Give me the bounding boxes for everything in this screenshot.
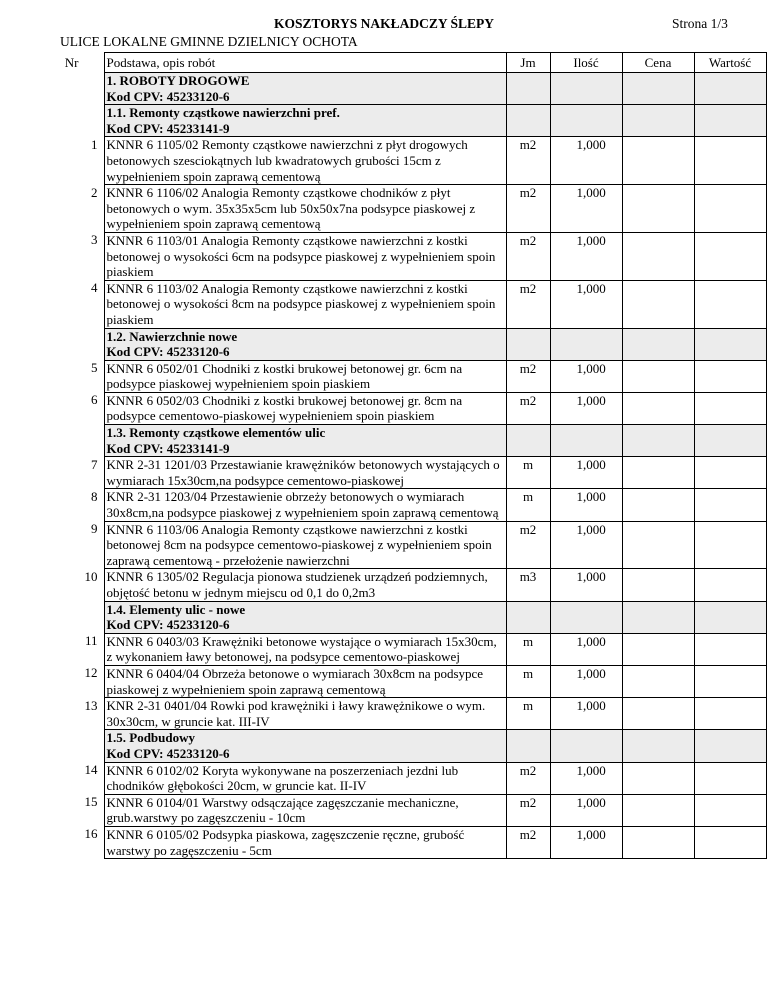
row-number	[71, 730, 101, 762]
row-price	[622, 698, 694, 730]
row-description: KNNR 6 1103/02 Analogia Remonty cząstkowe nawierzchni z kostki betonowej o wysokości 8cm na podsypce piaskowej z wypełnieniem spoin piaskiem	[104, 280, 506, 328]
row-quantity	[550, 425, 622, 457]
row-description: KNNR 6 0102/02 Koryta wykonywane na poszerzeniach jezdni lub chodników głębokości 20cm, w gruncie kat. II-IV	[104, 762, 506, 794]
section-header-row	[74, 601, 766, 633]
row-quantity: 1,000	[550, 457, 622, 489]
row-price	[622, 232, 694, 280]
table-row	[74, 280, 766, 328]
row-description: KNR 2-31 1201/03 Przestawianie krawężników betonowych wystających o wymiarach 15x30cm,na podsypce cementowo-piaskowej	[104, 457, 506, 489]
row-price	[622, 457, 694, 489]
row-description: 1.1. Remonty cząstkowe nawierzchni pref. Kod CPV: 45233141-9	[104, 105, 506, 137]
column-header-quantity: Ilość	[550, 53, 622, 73]
column-header-description: Podstawa, opis robót	[104, 53, 506, 73]
row-value	[694, 105, 766, 137]
row-description: KNNR 6 0502/03 Chodniki z kostki brukowej betonowej gr. 8cm na podsypce cementowo-piaskowej wypełnieniem spoin piaskiem	[104, 392, 506, 424]
row-number: 2	[91, 184, 98, 200]
row-number: 13	[84, 697, 98, 713]
row-value	[694, 328, 766, 360]
row-price	[622, 521, 694, 569]
row-description: KNNR 6 1106/02 Analogia Remonty cząstkowe chodników z płyt betonowych o wym. 35x35x5cm lub 50x50x7na podsypce piaskowej z wypełnieniem spoin zaprawą cementową	[104, 185, 506, 233]
row-description: KNNR 6 0403/03 Krawężniki betonowe wystające o wymiarach 15x30cm, z wykonaniem ławy betonowej, na podsypce cementowo-piaskowej	[104, 633, 506, 665]
table-row	[74, 794, 766, 826]
row-value	[694, 73, 766, 105]
row-unit: m	[506, 633, 550, 665]
row-unit	[506, 730, 550, 762]
row-price	[622, 105, 694, 137]
row-number: 9	[91, 521, 98, 537]
row-value	[694, 601, 766, 633]
row-description: 1.3. Remonty cząstkowe elementów ulic Kod CPV: 45233141-9	[104, 425, 506, 457]
section-header-row	[74, 425, 766, 457]
row-description: 1.4. Elementy ulic - nowe Kod CPV: 45233120-6	[104, 601, 506, 633]
row-quantity: 1,000	[550, 137, 622, 185]
row-unit: m2	[506, 794, 550, 826]
row-quantity	[550, 730, 622, 762]
row-quantity: 1,000	[550, 521, 622, 569]
row-number	[71, 105, 101, 137]
row-quantity	[550, 328, 622, 360]
row-price	[622, 730, 694, 762]
table-row	[74, 232, 766, 280]
row-price	[622, 601, 694, 633]
row-value	[694, 633, 766, 665]
row-unit: m	[506, 489, 550, 521]
table-header-row	[74, 53, 766, 73]
column-header-price: Cena	[622, 53, 694, 73]
row-price	[622, 665, 694, 697]
row-price	[622, 826, 694, 858]
row-price	[622, 569, 694, 601]
row-unit: m2	[506, 392, 550, 424]
row-quantity	[550, 73, 622, 105]
row-number: 8	[91, 488, 98, 504]
row-value	[694, 489, 766, 521]
row-price	[622, 392, 694, 424]
row-unit: m2	[506, 232, 550, 280]
row-value	[694, 137, 766, 185]
row-value	[694, 569, 766, 601]
row-value	[694, 185, 766, 233]
row-value	[694, 826, 766, 858]
section-header-row	[74, 328, 766, 360]
row-quantity: 1,000	[550, 826, 622, 858]
row-number	[71, 425, 101, 457]
row-quantity: 1,000	[550, 280, 622, 328]
row-value	[694, 730, 766, 762]
row-value	[694, 360, 766, 392]
row-number: 10	[84, 568, 98, 584]
row-description: KNNR 6 0105/02 Podsypka piaskowa, zagęszczenie ręczne, grubość warstwy po zagęszczeniu - 5cm	[104, 826, 506, 858]
row-description: KNNR 6 0404/04 Obrzeża betonowe o wymiarach 30x8cm na podsypce piaskowej z wypełnieniem spoin zaprawą cementową	[104, 665, 506, 697]
row-unit: m2	[506, 185, 550, 233]
row-description: KNNR 6 1305/02 Regulacja pionowa studzienek urządzeń podziemnych, objętość betonu w jednym miejscu od 0,1 do 0,2m3	[104, 569, 506, 601]
row-unit	[506, 328, 550, 360]
table-row	[74, 521, 766, 569]
table-row	[74, 457, 766, 489]
row-unit	[506, 425, 550, 457]
table-row	[74, 137, 766, 185]
row-description: KNNR 6 1103/01 Analogia Remonty cząstkowe nawierzchni z kostki betonowej o wysokości 6cm na podsypce piaskowej z wypełnieniem spoin piaskiem	[104, 232, 506, 280]
table-row	[74, 392, 766, 424]
row-quantity: 1,000	[550, 633, 622, 665]
table-row	[74, 762, 766, 794]
row-unit: m2	[506, 280, 550, 328]
row-unit	[506, 601, 550, 633]
row-unit: m	[506, 457, 550, 489]
row-description: KNR 2-31 0401/04 Rowki pod krawężniki i ławy krawężnikowe o wym. 30x30cm, w gruncie kat. III-IV	[104, 698, 506, 730]
row-value	[694, 392, 766, 424]
row-number: 1	[91, 136, 98, 152]
table-row	[74, 489, 766, 521]
row-number: 4	[91, 280, 98, 296]
row-number: 16	[84, 826, 98, 842]
row-quantity: 1,000	[550, 665, 622, 697]
row-price	[622, 633, 694, 665]
section-header-row	[74, 730, 766, 762]
row-value	[694, 280, 766, 328]
row-description: KNNR 6 1105/02 Remonty cząstkowe nawierzchni z płyt drogowych betonowych szesciokątnych lub kwadratowych grubości 15cm z wypełnieniem spoin zaprawą cementową	[104, 137, 506, 185]
row-unit: m	[506, 665, 550, 697]
row-price	[622, 762, 694, 794]
column-header-unit: Jm	[506, 53, 550, 73]
table-row	[74, 665, 766, 697]
row-description: KNNR 6 0104/01 Warstwy odsączające zagęszczanie mechaniczne, grub.warstwy po zagęszczeniu - 10cm	[104, 794, 506, 826]
row-value	[694, 665, 766, 697]
row-unit: m2	[506, 137, 550, 185]
row-unit: m2	[506, 521, 550, 569]
row-description: KNR 2-31 1203/04 Przestawienie obrzeży betonowych o wymiarach 30x8cm,na podsypce piaskowej z wypełnieniem spoin zaprawą cementową	[104, 489, 506, 521]
row-unit	[506, 73, 550, 105]
row-value	[694, 425, 766, 457]
column-header-nr: Nr	[64, 54, 79, 70]
row-description: 1.5. Podbudowy Kod CPV: 45233120-6	[104, 730, 506, 762]
row-number	[71, 328, 101, 360]
row-description: 1. ROBOTY DROGOWE Kod CPV: 45233120-6	[104, 73, 506, 105]
row-unit: m3	[506, 569, 550, 601]
row-quantity	[550, 105, 622, 137]
table-row	[74, 698, 766, 730]
row-price	[622, 137, 694, 185]
cost-estimate-table	[64, 52, 767, 859]
row-description: KNNR 6 1103/06 Analogia Remonty cząstkowe nawierzchni z kostki betonowej 8cm na podsypce cementowo-piaskowej z wypełnieniem spoin zaprawą cementową - przełożenie nawierzchni	[104, 521, 506, 569]
row-price	[622, 360, 694, 392]
row-price	[622, 489, 694, 521]
row-description: KNNR 6 0502/01 Chodniki z kostki brukowej betonowej gr. 6cm na podsypce piaskowej wypełnieniem spoin piaskiem	[104, 360, 506, 392]
row-value	[694, 232, 766, 280]
row-value	[694, 762, 766, 794]
row-price	[622, 328, 694, 360]
row-value	[694, 698, 766, 730]
page-number: Strona 1/3	[672, 16, 728, 31]
row-unit: m	[506, 698, 550, 730]
section-header-row	[74, 105, 766, 137]
table-row	[74, 633, 766, 665]
row-unit: m2	[506, 360, 550, 392]
row-quantity: 1,000	[550, 569, 622, 601]
row-unit	[506, 105, 550, 137]
row-value	[694, 521, 766, 569]
row-unit: m2	[506, 762, 550, 794]
row-number: 12	[84, 665, 98, 681]
row-number: 14	[84, 762, 98, 778]
row-number: 11	[84, 633, 98, 649]
row-quantity: 1,000	[550, 232, 622, 280]
row-price	[622, 794, 694, 826]
row-number: 3	[91, 232, 98, 248]
row-description: 1.2. Nawierzchnie nowe Kod CPV: 45233120-6	[104, 328, 506, 360]
row-number	[71, 73, 101, 105]
row-number: 7	[91, 456, 98, 472]
row-value	[694, 457, 766, 489]
row-unit: m2	[506, 826, 550, 858]
row-quantity: 1,000	[550, 762, 622, 794]
document-subtitle: ULICE LOKALNE GMINNE DZIELNICY OCHOTA	[60, 34, 358, 49]
row-quantity	[550, 601, 622, 633]
row-price	[622, 425, 694, 457]
table-row	[74, 185, 766, 233]
row-price	[622, 280, 694, 328]
row-number: 5	[91, 360, 98, 376]
row-quantity: 1,000	[550, 392, 622, 424]
row-quantity: 1,000	[550, 698, 622, 730]
row-quantity: 1,000	[550, 794, 622, 826]
table-row	[74, 826, 766, 858]
row-quantity: 1,000	[550, 360, 622, 392]
table-row	[74, 360, 766, 392]
row-number: 6	[91, 392, 98, 408]
row-quantity: 1,000	[550, 489, 622, 521]
document-title: KOSZTORYS NAKŁADCZY ŚLEPY	[273, 16, 495, 31]
table-row	[74, 569, 766, 601]
row-number	[71, 601, 101, 633]
row-price	[622, 73, 694, 105]
column-header-value: Wartość	[694, 53, 766, 73]
section-header-row	[74, 73, 766, 105]
row-number: 15	[84, 794, 98, 810]
row-price	[622, 185, 694, 233]
row-quantity: 1,000	[550, 185, 622, 233]
row-value	[694, 794, 766, 826]
